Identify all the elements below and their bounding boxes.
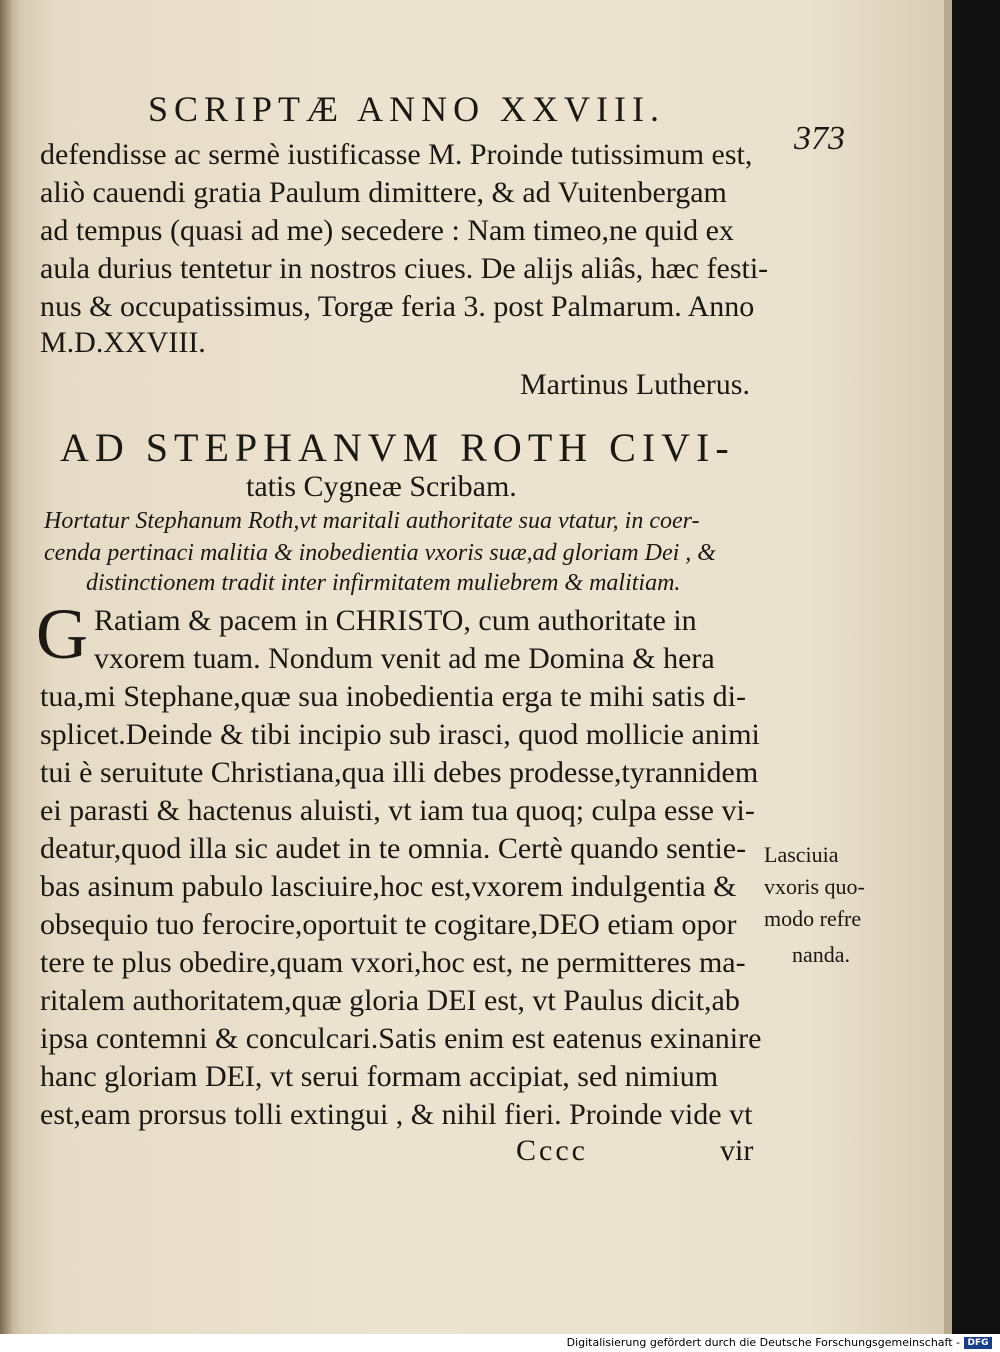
text-line: Ratiam & pacem in CHRISTO, cum authoritate in <box>94 604 697 637</box>
text-line: obsequio tuo ferocire,oportuit te cogitare,DEO etiam opor <box>40 908 737 941</box>
argument-line: cenda pertinaci malitia & inobedientia vxoris suæ,ad gloriam Dei , & <box>44 540 716 566</box>
text-line: ipsa contemni & conculcari.Satis enim est eatenus exinanire <box>40 1022 762 1055</box>
text-line: est,eam prorsus tolli extingui , & nihil fieri. Proinde vide vt <box>40 1098 753 1131</box>
text-line: tere te plus obedire,quam vxori,hoc est, ne permitteres ma- <box>40 946 746 979</box>
text-line: vxorem tuam. Nondum venit ad me Domina & hera <box>94 642 715 675</box>
drop-cap: G <box>36 594 88 674</box>
text-line: defendisse ac sermè iustificasse M. Proinde tutissimum est, <box>40 138 753 171</box>
text-line: ad tempus (quasi ad me) secedere : Nam timeo,ne quid ex <box>40 214 734 247</box>
binding-shadow <box>0 0 22 1334</box>
text-line: ei parasti & hactenus aluisti, vt iam tua quoq; culpa esse vi- <box>40 794 755 827</box>
text-line: ritalem authoritatem,quæ gloria DEI est, vt Paulus dicit,ab <box>40 984 740 1017</box>
text-line: M.D.XXVIII. <box>40 326 206 359</box>
letter-subheading: tatis Cygneæ Scribam. <box>246 470 517 503</box>
margin-note-line: Lasciuia <box>764 842 839 867</box>
footer-credit: Digitalisierung gefördert durch die Deutsche Forschungsgemeinschaft - <box>566 1336 960 1349</box>
running-head: SCRIPTÆ ANNO XXVIII. <box>148 89 666 129</box>
page-edge <box>944 0 952 1334</box>
margin-note-line: modo refre <box>764 906 862 931</box>
text-line: nus & occupatissimus, Torgæ feria 3. post Palmarum. Anno <box>40 290 755 323</box>
signature: Martinus Lutherus. <box>520 368 750 401</box>
text-line: aula durius tentetur in nostros ciues. De alijs aliâs, hæc festi- <box>40 252 769 285</box>
text-line: bas asinum pabulo lasciuire,hoc est,vxorem indulgentia & <box>40 870 737 903</box>
signature-mark: Cccc <box>516 1134 588 1167</box>
text-line: splicet.Deinde & tibi incipio sub irasci, quod mollicie animi <box>40 718 760 751</box>
text-line: hanc gloriam DEI, vt serui formam accipiat, sed nimium <box>40 1060 719 1093</box>
argument-line: distinctionem tradit inter infirmitatem muliebrem & malitiam. <box>86 570 681 596</box>
catchword: vir <box>720 1134 754 1167</box>
margin-note-line: vxoris quo- <box>764 874 865 899</box>
argument-line: Hortatur Stephanum Roth,vt maritali authoritate sua vtatur, in coer- <box>44 508 700 534</box>
text-line: tua,mi Stephane,quæ sua inobedientia erga te mihi satis di- <box>40 680 746 713</box>
text-line: deatur,quod illa sic audet in te omnia. Certè quando sentie- <box>40 832 747 865</box>
margin-note-line: nanda. <box>792 942 851 967</box>
dfg-logo: DFG <box>964 1337 992 1349</box>
text-line: tui è seruitute Christiana,qua illi debes prodesse,tyrannidem <box>40 756 759 789</box>
letter-heading: AD STEPHANVM ROTH CIVI- <box>60 425 735 470</box>
text-line: aliò cauendi gratia Paulum dimittere, & ad Vuitenbergam <box>40 176 727 209</box>
folio-number: 373 <box>794 120 845 157</box>
